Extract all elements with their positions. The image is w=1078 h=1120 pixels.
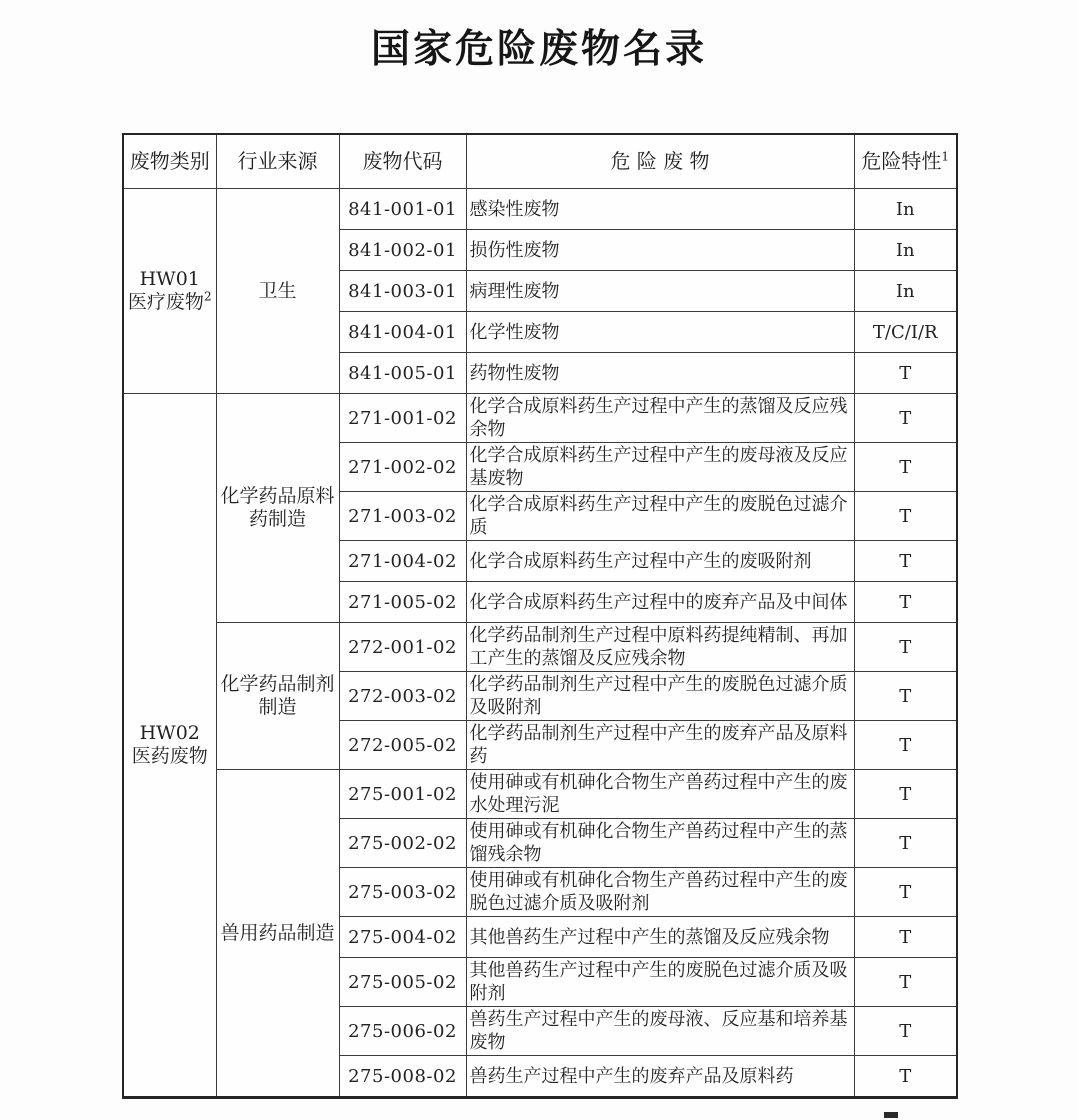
hazard-property-cell: T: [854, 721, 957, 770]
waste-code-cell: 271-001-02: [339, 394, 466, 443]
waste-code-cell: 841-004-01: [339, 312, 466, 353]
header-waste-code-label: 废物代码: [362, 149, 443, 173]
hazard-property-cell: T: [854, 958, 957, 1007]
industry-source-cell: 化学药品原料药制造: [216, 394, 339, 623]
hazard-property-cell: In: [854, 189, 957, 230]
category-name: [127, 291, 213, 314]
table-row: [123, 623, 957, 672]
waste-category-cell: [123, 189, 216, 394]
waste-description-cell: 病理性废物: [466, 271, 854, 312]
waste-description-cell: 兽药生产过程中产生的废母液、反应基和培养基废物: [466, 1007, 854, 1056]
waste-code-cell: 271-004-02: [339, 541, 466, 582]
hazard-property-cell: T: [854, 917, 957, 958]
waste-description-cell: 化学合成原料药生产过程中的废弃产品及中间体: [466, 582, 854, 623]
hazard-property-cell: T: [854, 623, 957, 672]
waste-description-cell: 感染性废物: [466, 189, 854, 230]
waste-description-cell: 化学合成原料药生产过程中产生的废母液及反应基废物: [466, 443, 854, 492]
waste-code-cell: 841-003-01: [339, 271, 466, 312]
hazard-property-cell: T: [854, 868, 957, 917]
category-code: HW01: [139, 268, 200, 290]
waste-code-cell: 271-005-02: [339, 582, 466, 623]
waste-description-cell: 使用砷或有机砷化合物生产兽药过程中产生的废水处理污泥: [466, 770, 854, 819]
hazard-property-cell: In: [854, 230, 957, 271]
category-name-text: 医疗废物: [127, 291, 204, 313]
waste-code-cell: 275-008-02: [339, 1056, 466, 1098]
hazard-property-cell: In: [854, 271, 957, 312]
waste-code-cell: 275-005-02: [339, 958, 466, 1007]
waste-code-cell: 841-001-01: [339, 189, 466, 230]
waste-code-cell: 271-003-02: [339, 492, 466, 541]
waste-code-cell: 275-006-02: [339, 1007, 466, 1056]
hazard-property-cell: T: [854, 1056, 957, 1098]
waste-description-cell: 化学药品制剂生产过程中产生的废弃产品及原料药: [466, 721, 854, 770]
hazard-property-cell: T: [854, 443, 957, 492]
category-superscript: 2: [203, 289, 212, 304]
header-industry-source-label: 行业来源: [237, 149, 318, 173]
waste-code-cell: 275-001-02: [339, 770, 466, 819]
waste-description-cell: 兽药生产过程中产生的废弃产品及原料药: [466, 1056, 854, 1098]
waste-code-cell: 272-005-02: [339, 721, 466, 770]
waste-description-cell: 药物性废物: [466, 353, 854, 394]
page-title: 国家危险废物名录: [370, 26, 707, 72]
hazard-property-cell: T: [854, 394, 957, 443]
waste-description-cell: 化学合成原料药生产过程中产生的废脱色过滤介质: [466, 492, 854, 541]
waste-code-cell: 275-002-02: [339, 819, 466, 868]
table-row: [123, 189, 957, 230]
industry-source-cell: 卫生: [216, 189, 339, 394]
hazard-property-cell: T: [854, 353, 957, 394]
waste-code-cell: 841-002-01: [339, 230, 466, 271]
waste-description-cell: 损伤性废物: [466, 230, 854, 271]
header-waste-category-label: 废物类别: [129, 149, 210, 173]
header-waste-code: [339, 134, 466, 189]
waste-code-cell: 271-002-02: [339, 443, 466, 492]
hazard-property-cell: T: [854, 819, 957, 868]
page-number-partial-mark: [884, 1112, 898, 1118]
header-industry-source: [216, 134, 339, 189]
waste-description-cell: 化学合成原料药生产过程中产生的蒸馏及反应残余物: [466, 394, 854, 443]
header-waste-category: [123, 134, 216, 189]
waste-code-cell: 275-003-02: [339, 868, 466, 917]
hazard-property-cell: T: [854, 582, 957, 623]
category-name-text: 医药废物: [131, 745, 208, 767]
waste-description-cell: 化学药品制剂生产过程中产生的废脱色过滤介质及吸附剂: [466, 672, 854, 721]
waste-code-cell: 272-003-02: [339, 672, 466, 721]
industry-source-cell: 化学药品制剂制造: [216, 623, 339, 770]
hazard-property-cell: T: [854, 541, 957, 582]
hazard-property-cell: T: [854, 770, 957, 819]
table-header: [123, 134, 957, 189]
waste-code-cell: 841-005-01: [339, 353, 466, 394]
category-name: [127, 745, 213, 768]
waste-description-cell: 化学合成原料药生产过程中产生的废吸附剂: [466, 541, 854, 582]
waste-description-cell: 使用砷或有机砷化合物生产兽药过程中产生的废脱色过滤介质及吸附剂: [466, 868, 854, 917]
header-hazardous-waste: [466, 134, 854, 189]
table-row: [123, 394, 957, 443]
header-row: [123, 134, 957, 189]
hazard-property-cell: T/C/I/R: [854, 312, 957, 353]
waste-description-cell: 其他兽药生产过程中产生的废脱色过滤介质及吸附剂: [466, 958, 854, 1007]
waste-category-cell: [123, 394, 216, 1098]
header-hazard-property-label: 危险特性: [861, 149, 942, 173]
table-body: [123, 189, 957, 1098]
waste-code-cell: 275-004-02: [339, 917, 466, 958]
waste-description-cell: 化学药品制剂生产过程中原料药提纯精制、再加工产生的蒸馏及反应残余物: [466, 623, 854, 672]
header-hazardous-waste-label: 危 险 废 物: [610, 149, 710, 173]
waste-description-cell: 其他兽药生产过程中产生的蒸馏及反应残余物: [466, 917, 854, 958]
header-hazard-property-superscript: 1: [941, 149, 950, 164]
hazard-property-cell: T: [854, 672, 957, 721]
hazard-property-cell: T: [854, 1007, 957, 1056]
hazard-property-cell: T: [854, 492, 957, 541]
waste-code-cell: 272-001-02: [339, 623, 466, 672]
waste-description-cell: 使用砷或有机砷化合物生产兽药过程中产生的蒸馏残余物: [466, 819, 854, 868]
industry-source-cell: 兽用药品制造: [216, 770, 339, 1098]
header-hazard-property: [854, 134, 957, 189]
waste-description-cell: 化学性废物: [466, 312, 854, 353]
category-code: HW02: [139, 722, 200, 744]
hazardous-waste-table: [122, 133, 958, 1099]
table-row: [123, 770, 957, 819]
